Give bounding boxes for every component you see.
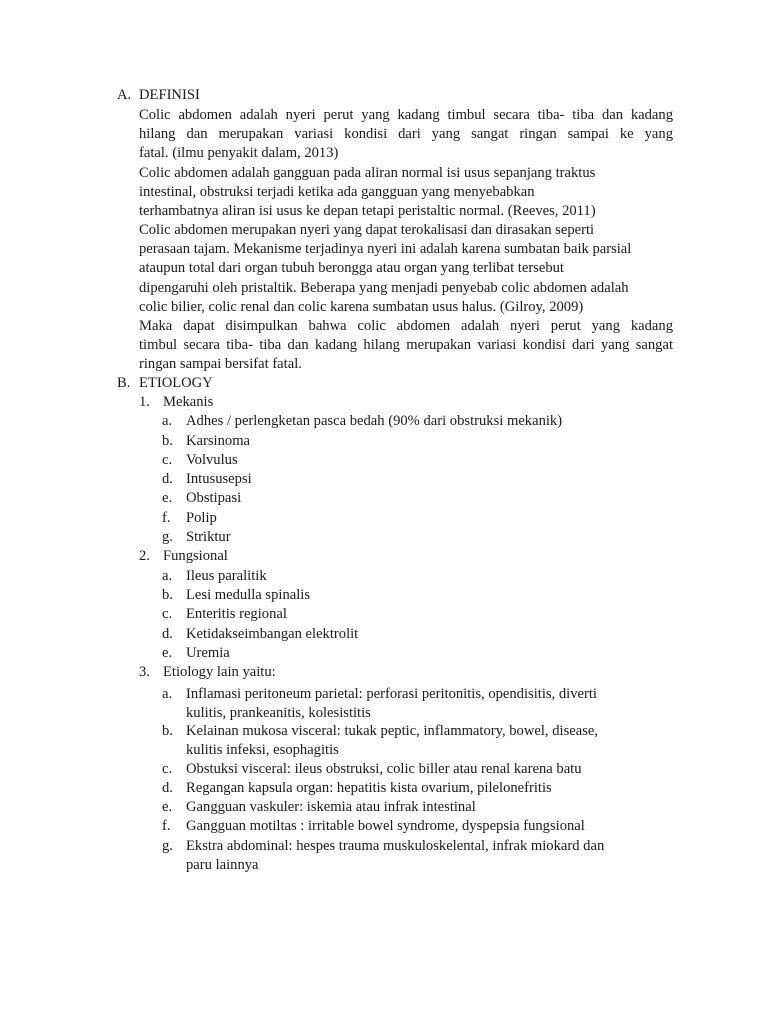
list-marker: d. [162, 471, 173, 487]
list-item-text: Lesi medulla spinalis [186, 587, 311, 603]
list-item-text: Gangguan vaskuler: iskemia atau infrak intestinal [186, 799, 476, 815]
list-marker: c. [162, 606, 173, 622]
list-marker: d. [162, 626, 173, 642]
list-marker: d. [162, 780, 173, 796]
paragraph-line: dipengaruhi oleh pristaltik. Beberapa yang menjadi penyebab colic abdomen adalah [139, 279, 629, 296]
section-title: DEFINISI [139, 87, 200, 103]
list-item-text: Kelainan mukosa visceral: tukak peptic, inflammatory, bowel, disease, [186, 723, 599, 739]
list-marker: f. [162, 818, 171, 834]
list-item-text: Ekstra abdominal: hespes trauma muskuloskelental, infrak miokard dan [186, 838, 605, 854]
section-letter: B. [117, 375, 131, 391]
list-item-text: Ketidakseimbangan elektrolit [186, 626, 359, 642]
list-item-text: Uremia [186, 645, 230, 661]
paragraph-line: Colic abdomen adalah nyeri perut yang kadang timbul secara tiba- tiba dan kadang [139, 107, 673, 123]
etiology-group-mekanis [139, 393, 213, 412]
paragraph-line: fatal. (ilmu penyakit dalam, 2013) [139, 145, 339, 162]
group-title: Fungsional [163, 548, 228, 564]
list-marker: e. [162, 645, 173, 661]
list-item-text: Striktur [186, 529, 231, 545]
list-marker: b. [162, 587, 173, 603]
etiology-group-lain [139, 663, 276, 682]
list-item-text: Intususepsi [186, 471, 252, 487]
list-item-text: Obstipasi [186, 490, 242, 506]
list-item-text: kulitis, prankeanitis, kolesistitis [186, 705, 371, 722]
paragraph-line: colic bilier, colic renal dan colic karena sumbatan usus halus. (Gilroy, 2009) [139, 298, 584, 315]
etiology-group-fungsional [139, 547, 228, 566]
list-item-text: Volvulus [186, 452, 238, 468]
list-item-text: Inflamasi peritoneum parietal: perforasi peritonitis, opendisitis, diverti [186, 686, 597, 702]
list-marker: a. [162, 686, 173, 702]
section-letter: A. [117, 87, 132, 103]
group-number: 2. [139, 548, 150, 564]
list-item-text: Ileus paralitik [186, 568, 267, 584]
list-item-text: Karsinoma [186, 433, 251, 449]
list-marker: e. [162, 490, 173, 506]
list-item-text: kulitis infeksi, esophagitis [186, 742, 339, 759]
paragraph-conclusion [139, 317, 673, 375]
paragraph-line: ataupun total dari organ tubuh berongga atau organ yang terlibat tersebut [139, 260, 564, 277]
list-item-text: Obstuksi visceral: ileus obstruksi, colic biller atau renal karena batu [186, 761, 582, 777]
list-item-text: paru lainnya [186, 857, 259, 874]
paragraph-definition-2 [139, 164, 673, 222]
section-title: ETIOLOGY [139, 375, 213, 391]
paragraph-line: Maka dapat disimpulkan bahwa colic abdomen adalah nyeri perut yang kadang [139, 318, 673, 334]
paragraph-line: terhambatnya aliran isi usus ke depan tetapi peristaltic normal. (Reeves, 2011) [139, 203, 596, 220]
paragraph-definition-1 [139, 106, 673, 164]
group-title: Mekanis [163, 394, 214, 410]
paragraph-definition-3 [139, 221, 673, 317]
list-item-text: Regangan kapsula organ: hepatitis kista ovarium, pilelonefritis [186, 780, 552, 796]
group-title: Etiology lain yaitu: [163, 664, 276, 680]
paragraph-line: intestinal, obstruksi terjadi ketika ada gangguan yang menyebabkan [139, 184, 535, 201]
list-marker: g. [162, 529, 173, 545]
section-etiology-heading [117, 374, 677, 393]
list-marker: b. [162, 433, 173, 449]
paragraph-line: hilang dan merupakan variasi kondisi dari yang sangat ringan sampai ke yang [139, 126, 673, 143]
paragraph-line: timbul secara tiba- tiba dan kadang hilang merupakan variasi kondisi dari yang sangat [139, 337, 673, 354]
list-marker: g. [162, 838, 173, 854]
section-definisi-heading [117, 86, 677, 105]
list-item-text: Polip [186, 510, 217, 526]
group-number: 3. [139, 664, 150, 680]
list-marker: a. [162, 413, 173, 429]
list-marker: f. [162, 510, 171, 526]
list-item-text: Enteritis regional [186, 606, 287, 622]
paragraph-line: perasaan tajam. Mekanisme terjadinya nyeri ini adalah karena sumbatan baik parsial [139, 241, 632, 258]
paragraph-line: Colic abdomen merupakan nyeri yang dapat terokalisasi dan dirasakan seperti [139, 222, 595, 238]
list-marker: e. [162, 799, 173, 815]
paragraph-line: Colic abdomen adalah gangguan pada aliran normal isi usus sepanjang traktus [139, 165, 596, 181]
group-number: 1. [139, 394, 150, 410]
list-marker: b. [162, 723, 173, 739]
list-marker: c. [162, 452, 173, 468]
list-item-text: Adhes / perlengketan pasca bedah (90% dari obstruksi mekanik) [186, 413, 563, 429]
list-item-text: Gangguan motiltas : irritable bowel syndrome, dyspepsia fungsional [186, 818, 585, 834]
paragraph-line: ringan sampai bersifat fatal. [139, 356, 302, 373]
list-marker: c. [162, 761, 173, 777]
list-marker: a. [162, 568, 173, 584]
